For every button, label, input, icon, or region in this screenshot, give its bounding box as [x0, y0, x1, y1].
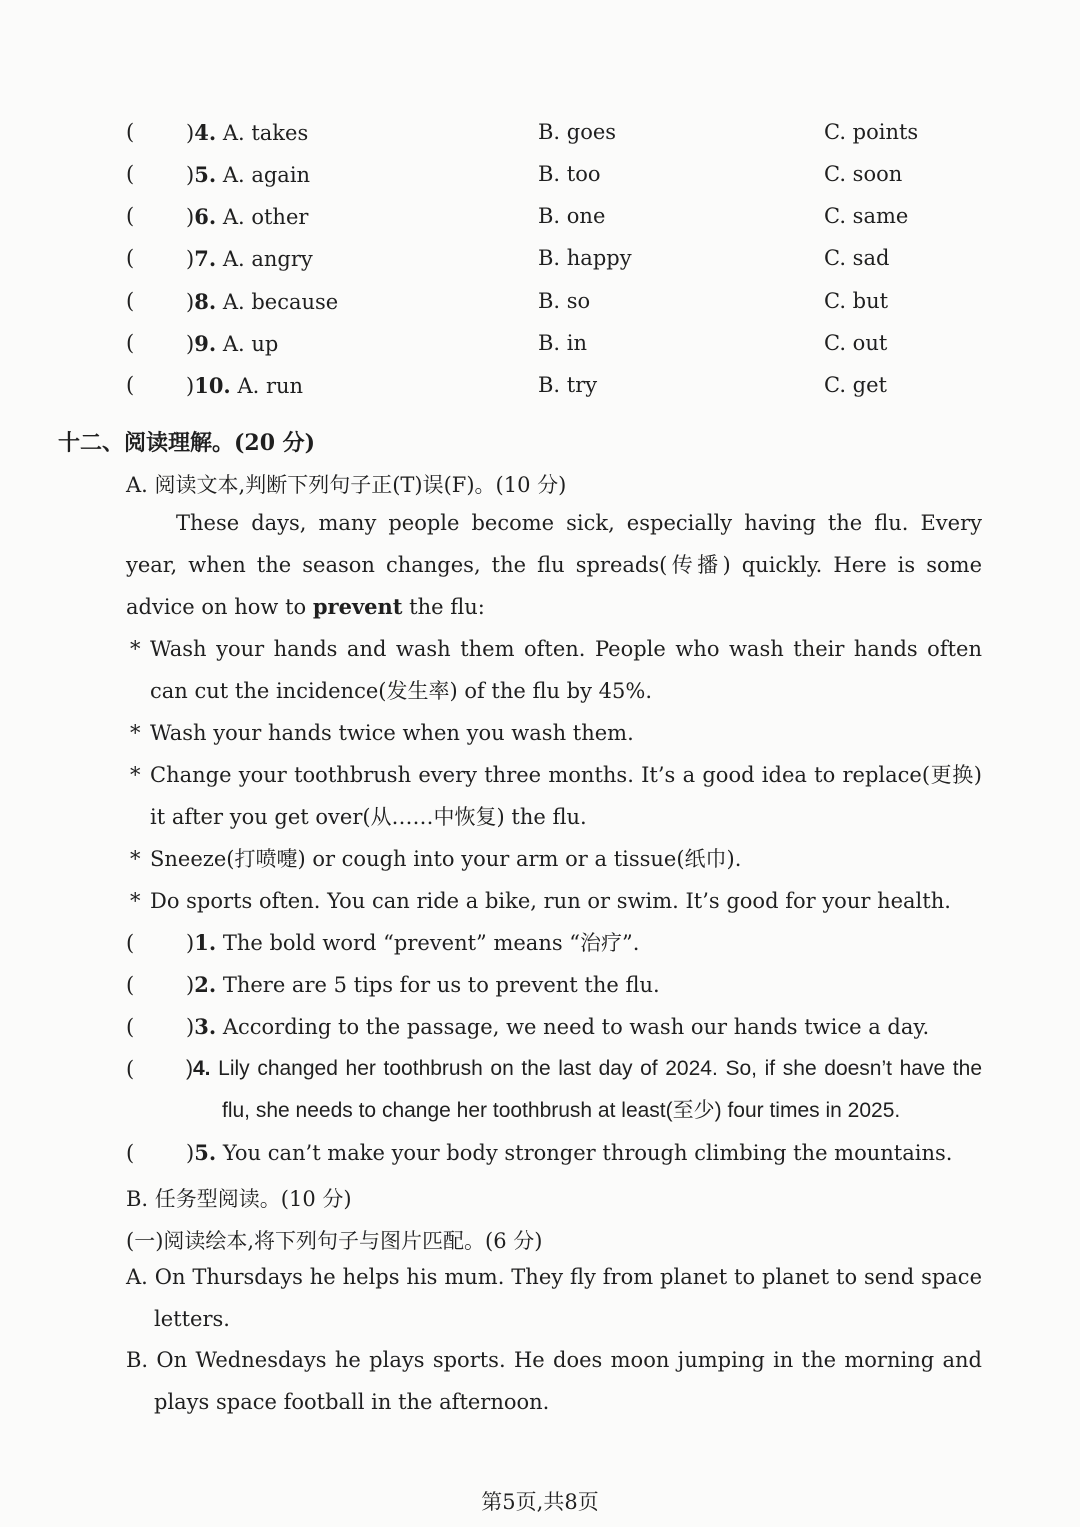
mcq-row	[0, 120, 1080, 150]
mcq-row	[0, 289, 1080, 319]
question-number: 8.	[194, 289, 217, 314]
mcq-row	[0, 246, 1080, 276]
question-number: 7.	[194, 246, 217, 271]
answer-blank-open: (	[126, 120, 135, 144]
answer-blank-open: (	[126, 331, 135, 355]
answer-blank-close: )	[186, 290, 195, 314]
answer-blank-open: (	[126, 973, 135, 997]
question-number: 3.	[194, 1014, 217, 1039]
part-b-subtitle: (一)阅读绘本,将下列句子与图片匹配。(6 分)	[126, 1229, 543, 1253]
passage	[126, 502, 982, 628]
option-c: C. soon	[824, 162, 903, 186]
answer-blank-close: )	[186, 163, 195, 187]
option-b: B. so	[538, 289, 591, 313]
answer-blank-close: )	[186, 332, 195, 356]
question-text: You can’t make your body stronger through climbing the mountains.	[222, 1141, 953, 1165]
bullet-star: *	[130, 763, 141, 787]
question-text: According to the passage, we need to wash our hands twice a day.	[222, 1015, 930, 1039]
answer-blank-open: (	[126, 204, 135, 228]
bullet-star: *	[130, 721, 141, 745]
match-option-text: A. On Thursdays he helps his mum. They fly from planet to planet to send space letters.	[126, 1265, 982, 1331]
advice-text: Change your toothbrush every three months. It’s a good idea to replace(更换) it after you get over(从……中恢复) the flu.	[150, 763, 982, 829]
advice-text: Wash your hands twice when you wash them.	[150, 721, 634, 745]
option-c: C. same	[824, 204, 909, 228]
answer-blank-open: (	[126, 1015, 135, 1039]
option-b: B. too	[538, 162, 601, 186]
option-c: C. out	[824, 331, 888, 355]
question-text: Lily changed her toothbrush on the last day of 2024. So, if she doesn’t have the flu, she needs to change her toothbrush at least(至少) four times in 2025.	[218, 1057, 983, 1122]
part-b-title: B. 任务型阅读。(10 分)	[126, 1187, 352, 1211]
advice-item	[126, 838, 982, 880]
option-b: B. in	[538, 331, 588, 355]
answer-blank-open: (	[126, 1057, 135, 1081]
match-option-text: B. On Wednesdays he plays sports. He does moon jumping in the morning and plays space football in the afternoon.	[126, 1348, 982, 1414]
passage-text: These days, many people become sick, especially having the flu. Every year, when the season changes, the flu spreads(传播) quickly. Here is some advice on how to	[126, 511, 982, 619]
answer-blank-close: )	[186, 931, 195, 955]
answer-blank-open: (	[126, 289, 135, 313]
answer-blank-open: (	[126, 246, 135, 270]
option-c: C. points	[824, 120, 919, 144]
option-a: A. angry	[222, 247, 313, 271]
advice-item	[126, 880, 982, 922]
option-a: A. other	[222, 205, 309, 229]
answer-blank-close: )	[186, 1015, 195, 1039]
bullet-star: *	[130, 637, 141, 661]
answer-blank-close: )	[186, 121, 195, 145]
answer-blank-close: )	[186, 1057, 193, 1080]
option-b: B. try	[538, 373, 598, 397]
match-option	[126, 1256, 982, 1340]
question-number: 4.	[194, 120, 217, 145]
question-number: 1.	[194, 930, 217, 955]
option-c: C. get	[824, 373, 887, 397]
part-a-title: A. 阅读文本,判断下列句子正(T)误(F)。(10 分)	[126, 473, 567, 497]
answer-blank-open: (	[126, 373, 135, 397]
mcq-row	[0, 162, 1080, 192]
question-number: 4.	[193, 1057, 211, 1080]
option-a: A. again	[222, 163, 311, 187]
advice-text: Sneeze(打喷嚏) or cough into your arm or a tissue(纸巾).	[150, 847, 742, 871]
answer-blank-close: )	[186, 374, 195, 398]
option-a: A. because	[222, 290, 339, 314]
option-c: C. but	[824, 289, 889, 313]
answer-blank-close: )	[186, 973, 195, 997]
option-a: A. takes	[222, 121, 309, 145]
question-text: The bold word “prevent” means “治疗”.	[222, 931, 640, 955]
question-text: There are 5 tips for us to prevent the flu.	[222, 973, 660, 997]
advice-item	[126, 628, 982, 712]
option-b: B. happy	[538, 246, 632, 270]
advice-item	[126, 754, 982, 838]
question-number: 9.	[194, 331, 217, 356]
option-c: C. sad	[824, 246, 890, 270]
question-number: 5.	[194, 162, 217, 187]
option-b: B. one	[538, 204, 606, 228]
mcq-row	[0, 331, 1080, 361]
answer-blank-open: (	[126, 931, 135, 955]
question-number: 6.	[194, 204, 217, 229]
option-a: A. up	[222, 332, 279, 356]
advice-text: Wash your hands and wash them often. People who wash their hands often can cut the incidence(发生率) of the flu by 45%.	[150, 637, 982, 703]
answer-blank-close: )	[186, 247, 195, 271]
option-a: A. run	[237, 374, 304, 398]
bold-keyword: prevent	[312, 594, 403, 619]
answer-blank-open: (	[126, 162, 135, 186]
answer-blank-open: (	[126, 1141, 135, 1165]
mcq-row	[0, 373, 1080, 403]
bullet-star: *	[130, 847, 141, 871]
answer-blank-close: )	[186, 205, 195, 229]
answer-blank-close: )	[186, 1141, 195, 1165]
question-number: 5.	[194, 1140, 217, 1165]
option-b: B. goes	[538, 120, 617, 144]
question-number: 2.	[194, 972, 217, 997]
passage-text-end: the flu:	[409, 595, 485, 619]
advice-item	[126, 712, 982, 754]
mcq-row	[0, 204, 1080, 234]
section-title: 十二、阅读理解。(20 分)	[58, 430, 316, 456]
page-number: 第5页,共8页	[481, 1490, 599, 1514]
question-number: 10.	[194, 373, 231, 398]
match-option	[126, 1339, 982, 1423]
advice-text: Do sports often. You can ride a bike, run or swim. It’s good for your health.	[150, 889, 951, 913]
bullet-star: *	[130, 889, 141, 913]
